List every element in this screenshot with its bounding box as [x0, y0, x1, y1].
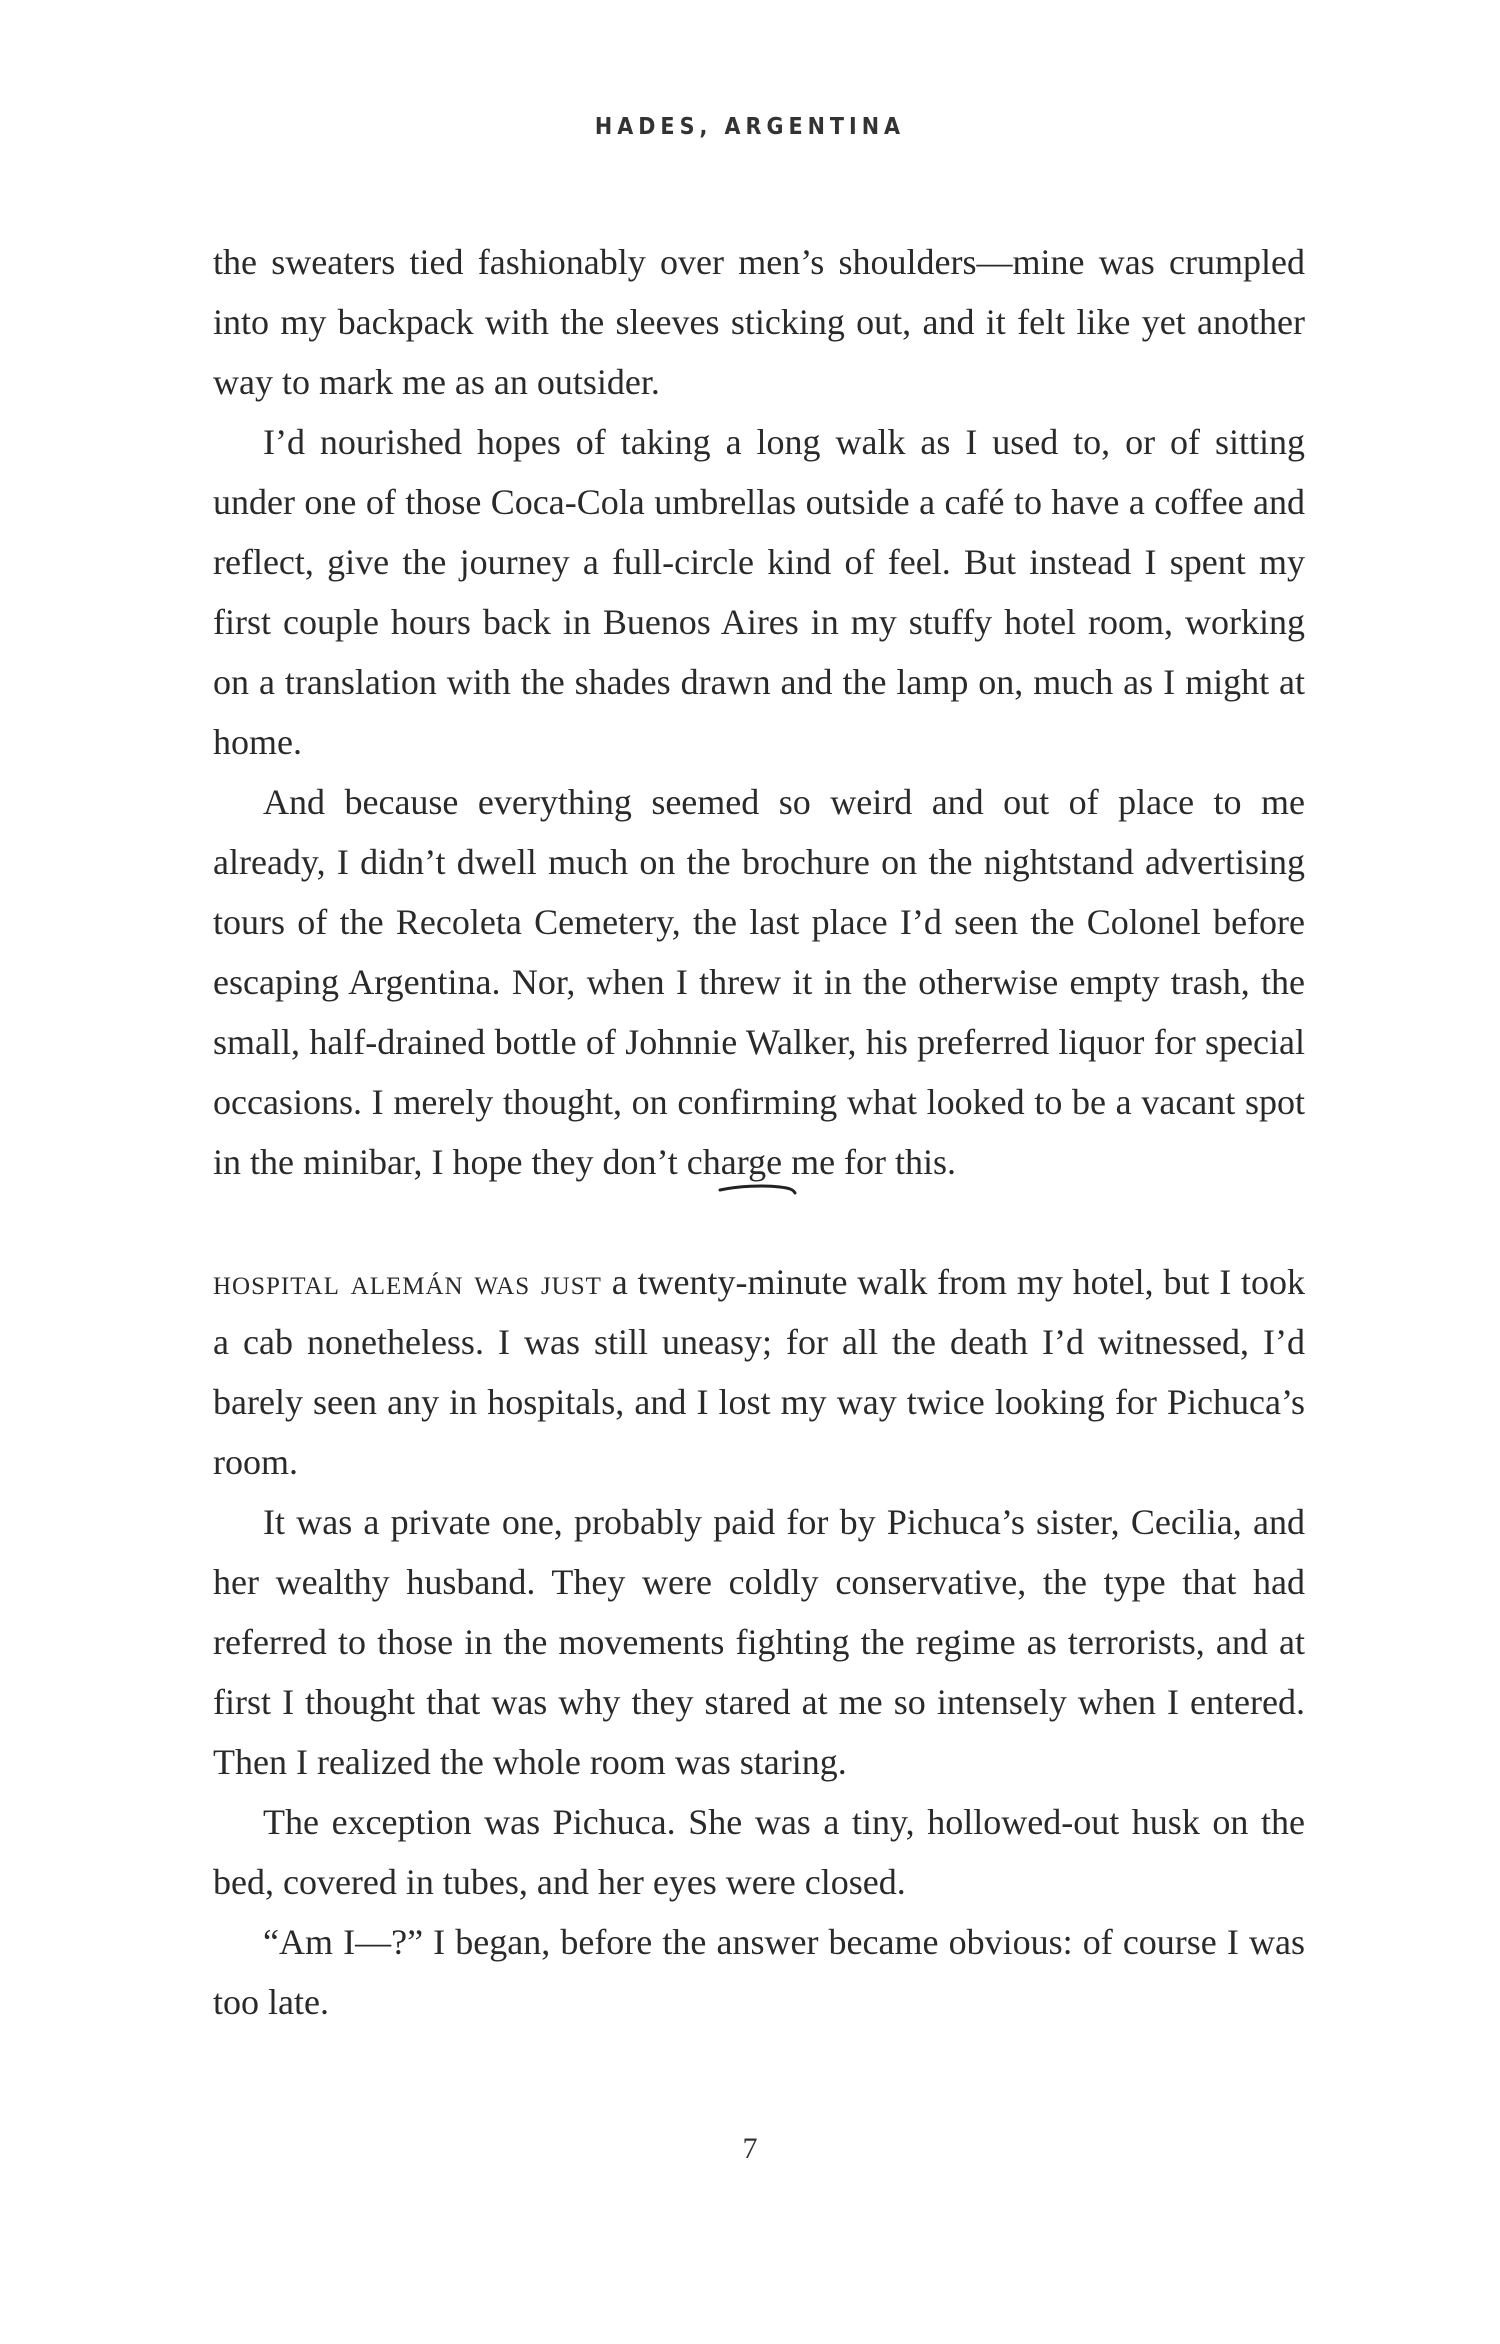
section-lead-in: hospital alemán was just [213, 1262, 602, 1302]
paragraph: “Am I—?” I began, before the answer became obvious: of course I was too late. [213, 1922, 1305, 2022]
section-break-ornament [718, 1182, 798, 1196]
section-1-text [213, 232, 1305, 1192]
paragraph: And because everything seemed so weird and out of place to me already, I didn’t dwell much on the brochure on the nightstand advertising tours of the Recoleta Cemetery, the last place I’d seen the Colonel before escaping Argentina. Nor, when I threw it in the otherwise empty trash, the small, half-drained bottle of Johnnie Walker, his preferred liquor for special occasions. I merely thought, on confirming what looked to be a vacant spot in the minibar, I hope they don’t charge me for this. [213, 782, 1305, 1182]
paragraph: the sweaters tied fashionably over men’s shoulders—mine was crumpled into my backpack with the sleeves sticking out, and it felt like yet another way to mark me as an outsider. [213, 242, 1305, 402]
paragraph: I’d nourished hopes of taking a long walk as I used to, or of sitting under one of those Coca-Cola umbrellas outside a café to have a coffee and reflect, give the journey a full-circle kind of feel. But instead I spent my first couple hours back in Buenos Aires in my stuffy hotel room, working on a translation with the shades drawn and the lamp on, much as I might at home. [213, 422, 1305, 762]
paragraph [213, 1252, 1305, 1492]
running-head: HADES, ARGENTINA [594, 114, 906, 140]
paragraph: The exception was Pichuca. She was a tiny, hollowed-out husk on the bed, covered in tubes, and her eyes were closed. [213, 1802, 1305, 1902]
page-number: 7 [742, 2132, 758, 2165]
section-2-text [213, 1252, 1305, 2032]
paragraph: It was a private one, probably paid for by Pichuca’s sister, Cecilia, and her wealthy husband. They were coldly conservative, the type that had referred to those in the movements fighting the regime as terrorists, and at first I thought that was why they stared at me so intensely when I entered. Then I realized the whole room was staring. [213, 1502, 1305, 1782]
paragraph-text: a twenty-minute walk from my hotel, but I took a cab nonetheless. I was still uneasy; for all the death I’d witnessed, I’d barely seen any in hospitals, and I lost my way twice looking for Pichuca’s room. [213, 1262, 1305, 1482]
